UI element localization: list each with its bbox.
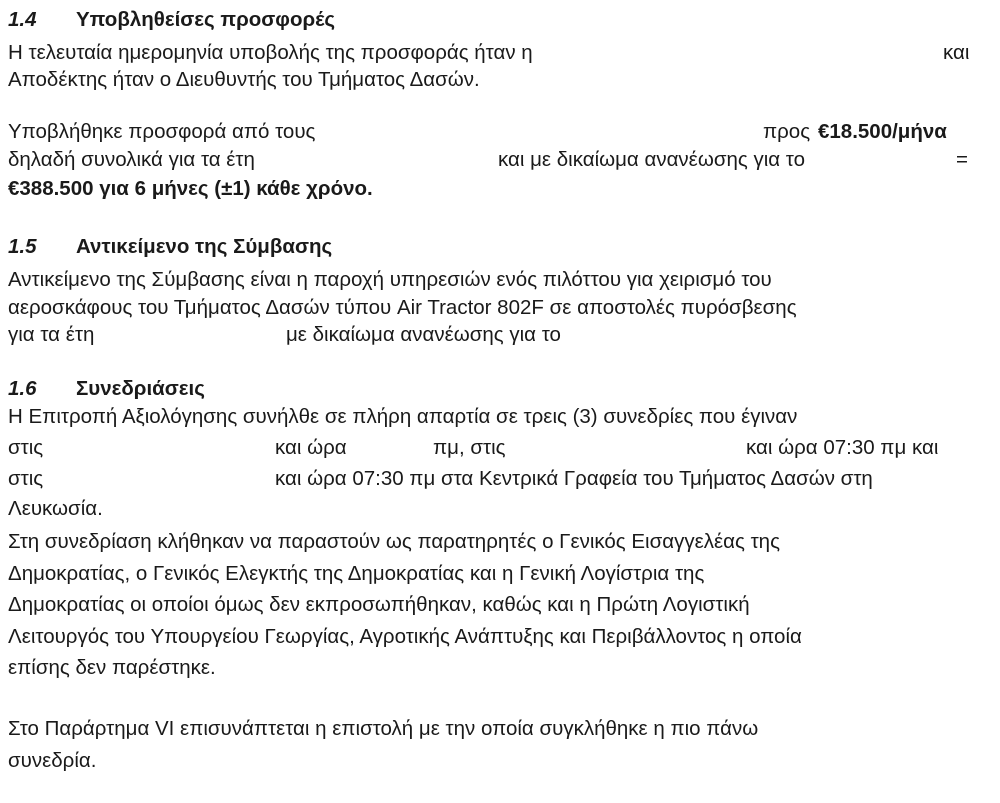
paragraph-line	[8, 749, 96, 773]
offer-total	[8, 177, 373, 201]
offer-amount: €18.500/μήνα	[818, 120, 947, 143]
text-segment: Αντικείμενο της Σύμβασης είναι η παροχή υπηρεσιών ενός πιλόττου για χειρισμό του	[8, 268, 772, 291]
text-segment: στις	[8, 467, 44, 490]
paragraph-line	[8, 68, 480, 92]
text-segment: πμ, στις	[433, 436, 506, 459]
paragraph-line	[8, 296, 797, 320]
text-segment: επίσης δεν παρέστηκε.	[8, 656, 216, 679]
text-segment: και ώρα	[275, 436, 347, 459]
text-segment: και με δικαίωμα ανανέωσης για το	[498, 148, 806, 171]
paragraph-line	[8, 717, 758, 741]
text-segment: και ώρα 07:30 πμ στα Κεντρικά Γραφεία του Τμήματος Δασών στη	[275, 467, 873, 490]
text-segment: =	[956, 148, 968, 171]
paragraph-line	[8, 562, 704, 586]
text-segment: Η τελευταία ημερομηνία υποβολής της προσφοράς ήταν η	[8, 41, 533, 64]
paragraph-line	[8, 405, 797, 429]
paragraph-line	[8, 268, 772, 292]
text-segment: €388.500 για 6 μήνες (±1) κάθε χρόνο.	[8, 177, 373, 200]
paragraph-line	[8, 497, 103, 521]
text-segment: Δημοκρατίας οι οποίοι όμως δεν εκπροσωπήθηκαν, καθώς και η Πρώτη Λογιστική	[8, 593, 750, 616]
text-segment: προς	[763, 120, 811, 143]
section-title: Αντικείμενο της Σύμβασης	[76, 235, 333, 258]
section-heading-1-5	[8, 235, 332, 259]
section-number: 1.6	[8, 377, 37, 400]
text-segment: και ώρα 07:30 πμ και	[746, 436, 939, 459]
text-segment: και	[943, 41, 970, 64]
text-segment: Υποβλήθηκε προσφορά από τους	[8, 120, 316, 143]
paragraph-line	[8, 656, 216, 680]
text-segment: στις	[8, 436, 44, 459]
text-segment: Στο Παράρτημα VI επισυνάπτεται η επιστολή με την οποία συγκλήθηκε η πιο πάνω	[8, 717, 759, 740]
text-segment: Δημοκρατίας, ο Γενικός Ελεγκτής της Δημοκρατίας και η Γενική Λογίστρια της	[8, 562, 705, 585]
text-segment: Λειτουργός του Υπουργείου Γεωργίας, Αγροτικής Ανάπτυξης και Περιβάλλοντος η οποία	[8, 625, 802, 648]
text-segment: Αποδέκτης ήταν ο Διευθυντής του Τμήματος Δασών.	[8, 68, 480, 91]
section-title: Υποβληθείσες προσφορές	[76, 8, 336, 31]
section-heading-1-6	[8, 377, 205, 401]
text-segment: για τα έτη	[8, 323, 95, 346]
text-segment: Στη συνεδρίαση κλήθηκαν να παραστούν ως παρατηρητές ο Γενικός Εισαγγελέας της	[8, 530, 780, 553]
paragraph-line	[8, 625, 802, 649]
text-segment: Η Επιτροπή Αξιολόγησης συνήλθε σε πλήρη απαρτία σε τρεις (3) συνεδρίες που έγιναν	[8, 405, 798, 428]
paragraph-line	[8, 530, 780, 554]
text-segment: Λευκωσία.	[8, 497, 103, 520]
text-segment: αεροσκάφους του Τμήματος Δασών τύπου Air Tractor 802F σε αποστολές πυρόσβεσης	[8, 296, 797, 319]
text-segment: δηλαδή συνολικά για τα έτη	[8, 148, 255, 171]
section-number: 1.5	[8, 235, 37, 258]
paragraph-line	[8, 593, 750, 617]
text-segment: με δικαίωμα ανανέωσης για το	[286, 323, 561, 346]
section-heading-1-4	[8, 8, 335, 32]
section-number: 1.4	[8, 8, 37, 31]
text-segment: συνεδρία.	[8, 749, 97, 772]
section-title: Συνεδριάσεις	[76, 377, 205, 400]
